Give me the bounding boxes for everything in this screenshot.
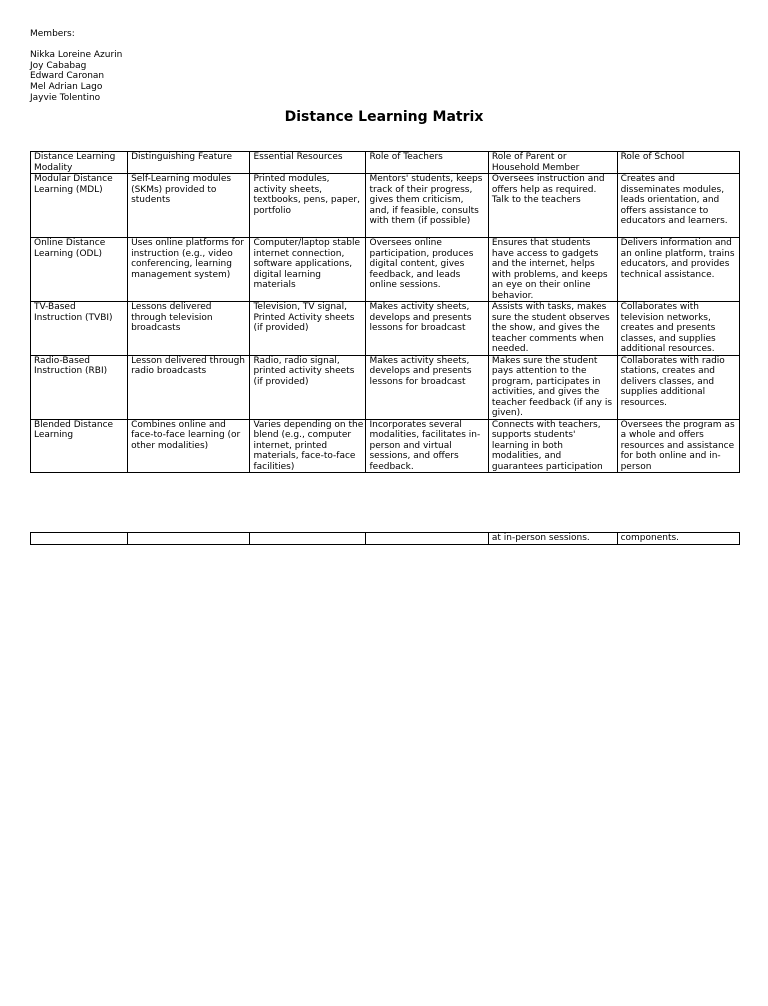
table-row bbox=[31, 419, 740, 473]
table-row bbox=[31, 238, 740, 302]
table-cell bbox=[250, 533, 366, 545]
members-heading: Members: bbox=[30, 29, 75, 39]
table-cell: Uses online platforms for instruction (e.g., video conferencing, learning management system) bbox=[128, 238, 250, 302]
table-cell: Modular Distance Learning (MDL) bbox=[31, 174, 128, 238]
table-row bbox=[31, 174, 740, 238]
table-cell: Oversees instruction and offers help as required. Talk to the teachers bbox=[488, 174, 617, 238]
table-cell: Collaborates with television networks, creates and presents classes, and supplies additional resources. bbox=[617, 302, 739, 356]
table-cell: Printed modules, activity sheets, textbooks, pens, paper, portfolio bbox=[250, 174, 366, 238]
member-name: Mel Adrian Lago bbox=[30, 82, 103, 93]
table-cell: Radio, radio signal, printed activity sheets (if provided) bbox=[250, 355, 366, 419]
table-cell: Makes activity sheets, develops and presents lessons for broadcast bbox=[366, 302, 488, 356]
table-cell: Collaborates with radio stations, creates and delivers classes, and supplies additional resources. bbox=[617, 355, 739, 419]
table-cell: Online Distance Learning (ODL) bbox=[31, 238, 128, 302]
header-cell: Role of School bbox=[617, 152, 739, 174]
table-cell: Self-Learning modules (SKMs) provided to students bbox=[128, 174, 250, 238]
table-row bbox=[31, 302, 740, 356]
table-cell: Computer/laptop stable internet connection, software applications, digital learning materials bbox=[250, 238, 366, 302]
table-cell bbox=[366, 533, 488, 545]
table-cell: Connects with teachers, supports students' learning in both modalities, and guarantees participation bbox=[488, 419, 617, 473]
table-cell bbox=[128, 533, 250, 545]
member-name: Joy Cababag bbox=[30, 60, 87, 71]
table-cell: Creates and disseminates modules, leads orientation, and offers assistance to educators and learners. bbox=[617, 174, 739, 238]
table-cell: Television, TV signal, Printed Activity sheets (if provided) bbox=[250, 302, 366, 356]
header-cell: Distance Learning Modality bbox=[31, 152, 128, 174]
table-row bbox=[31, 533, 740, 545]
table-cell: Combines online and face-to-face learning (or other modalities) bbox=[128, 419, 250, 473]
table-row bbox=[31, 355, 740, 419]
header-cell: Role of Parent or Household Member bbox=[488, 152, 617, 174]
table-cell: Delivers information and an online platform, trains educators, and provides technical assistance. bbox=[617, 238, 739, 302]
matrix-table bbox=[30, 151, 740, 473]
table-cell: Varies depending on the blend (e.g., computer internet, printed materials, face-to-face facilities) bbox=[250, 419, 366, 473]
table-cell: Assists with tasks, makes sure the student observes the show, and gives the teacher comments when needed. bbox=[488, 302, 617, 356]
table-cell: TV-Based Instruction (TVBI) bbox=[31, 302, 128, 356]
header-cell: Role of Teachers bbox=[366, 152, 488, 174]
table-cell: Ensures that students have access to gadgets and the internet, helps with problems, and keeps an eye on their online behavior. bbox=[488, 238, 617, 302]
table-cell: Makes activity sheets, develops and presents lessons for broadcast bbox=[366, 355, 488, 419]
table-cell: Makes sure the student pays attention to the program, participates in activities, and gives the teacher feedback (if any is given). bbox=[488, 355, 617, 419]
table-cell: Incorporates several modalities, facilitates in-person and virtual sessions, and offers feedback. bbox=[366, 419, 488, 473]
table-cell: Oversees online participation, produces digital content, gives feedback, and leads online sessions. bbox=[366, 238, 488, 302]
table-cell: Mentors' students, keeps track of their progress, gives them criticism, and, if feasible, consults with them (if possible) bbox=[366, 174, 488, 238]
table-cell: at in-person sessions. bbox=[488, 533, 617, 545]
table-cell: Oversees the program as a whole and offers resources and assistance for both online and in-person bbox=[617, 419, 739, 473]
header-cell: Distinguishing Feature bbox=[128, 152, 250, 174]
member-name: Jayvie Tolentino bbox=[30, 92, 101, 103]
member-name: Nikka Loreine Azurin bbox=[30, 49, 123, 60]
table-cell: components. bbox=[617, 533, 739, 545]
table-cell: Lesson delivered through radio broadcasts bbox=[128, 355, 250, 419]
member-name: Edward Caronan bbox=[30, 71, 105, 82]
table-cell: Radio-Based Instruction (RBI) bbox=[31, 355, 128, 419]
document-title: Distance Learning Matrix bbox=[284, 109, 484, 125]
table-header-row bbox=[31, 152, 740, 174]
continuation-table bbox=[30, 532, 740, 545]
members-block bbox=[30, 29, 122, 104]
table-cell: Lessons delivered through television broadcasts bbox=[128, 302, 250, 356]
table-cell: Blended Distance Learning bbox=[31, 419, 128, 473]
table-cell bbox=[31, 533, 128, 545]
header-cell: Essential Resources bbox=[250, 152, 366, 174]
